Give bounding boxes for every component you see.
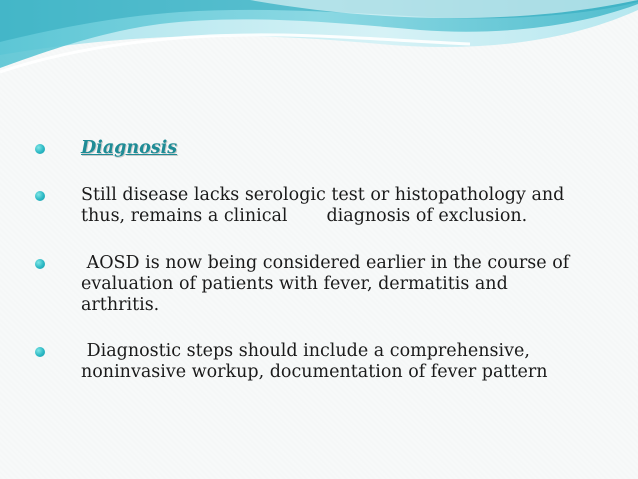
bullet-icon bbox=[35, 347, 45, 357]
bullet-icon bbox=[35, 191, 45, 201]
slide-heading: Diagnosis bbox=[81, 138, 178, 158]
bullet-icon bbox=[35, 259, 45, 269]
bullet-item-2: AOSD is now being considered earlier in the course of evaluation of patients with fever, dermatitis and arthritis. bbox=[81, 253, 570, 315]
bullet-icon bbox=[35, 144, 45, 154]
bullet-item-1: Still disease lacks serologic test or histopathology and thus, remains a clinical diagnosis of exclusion. bbox=[81, 185, 565, 226]
bullet-item-3: Diagnostic steps should include a comprehensive, noninvasive workup, documentation of fever pattern bbox=[81, 341, 548, 382]
